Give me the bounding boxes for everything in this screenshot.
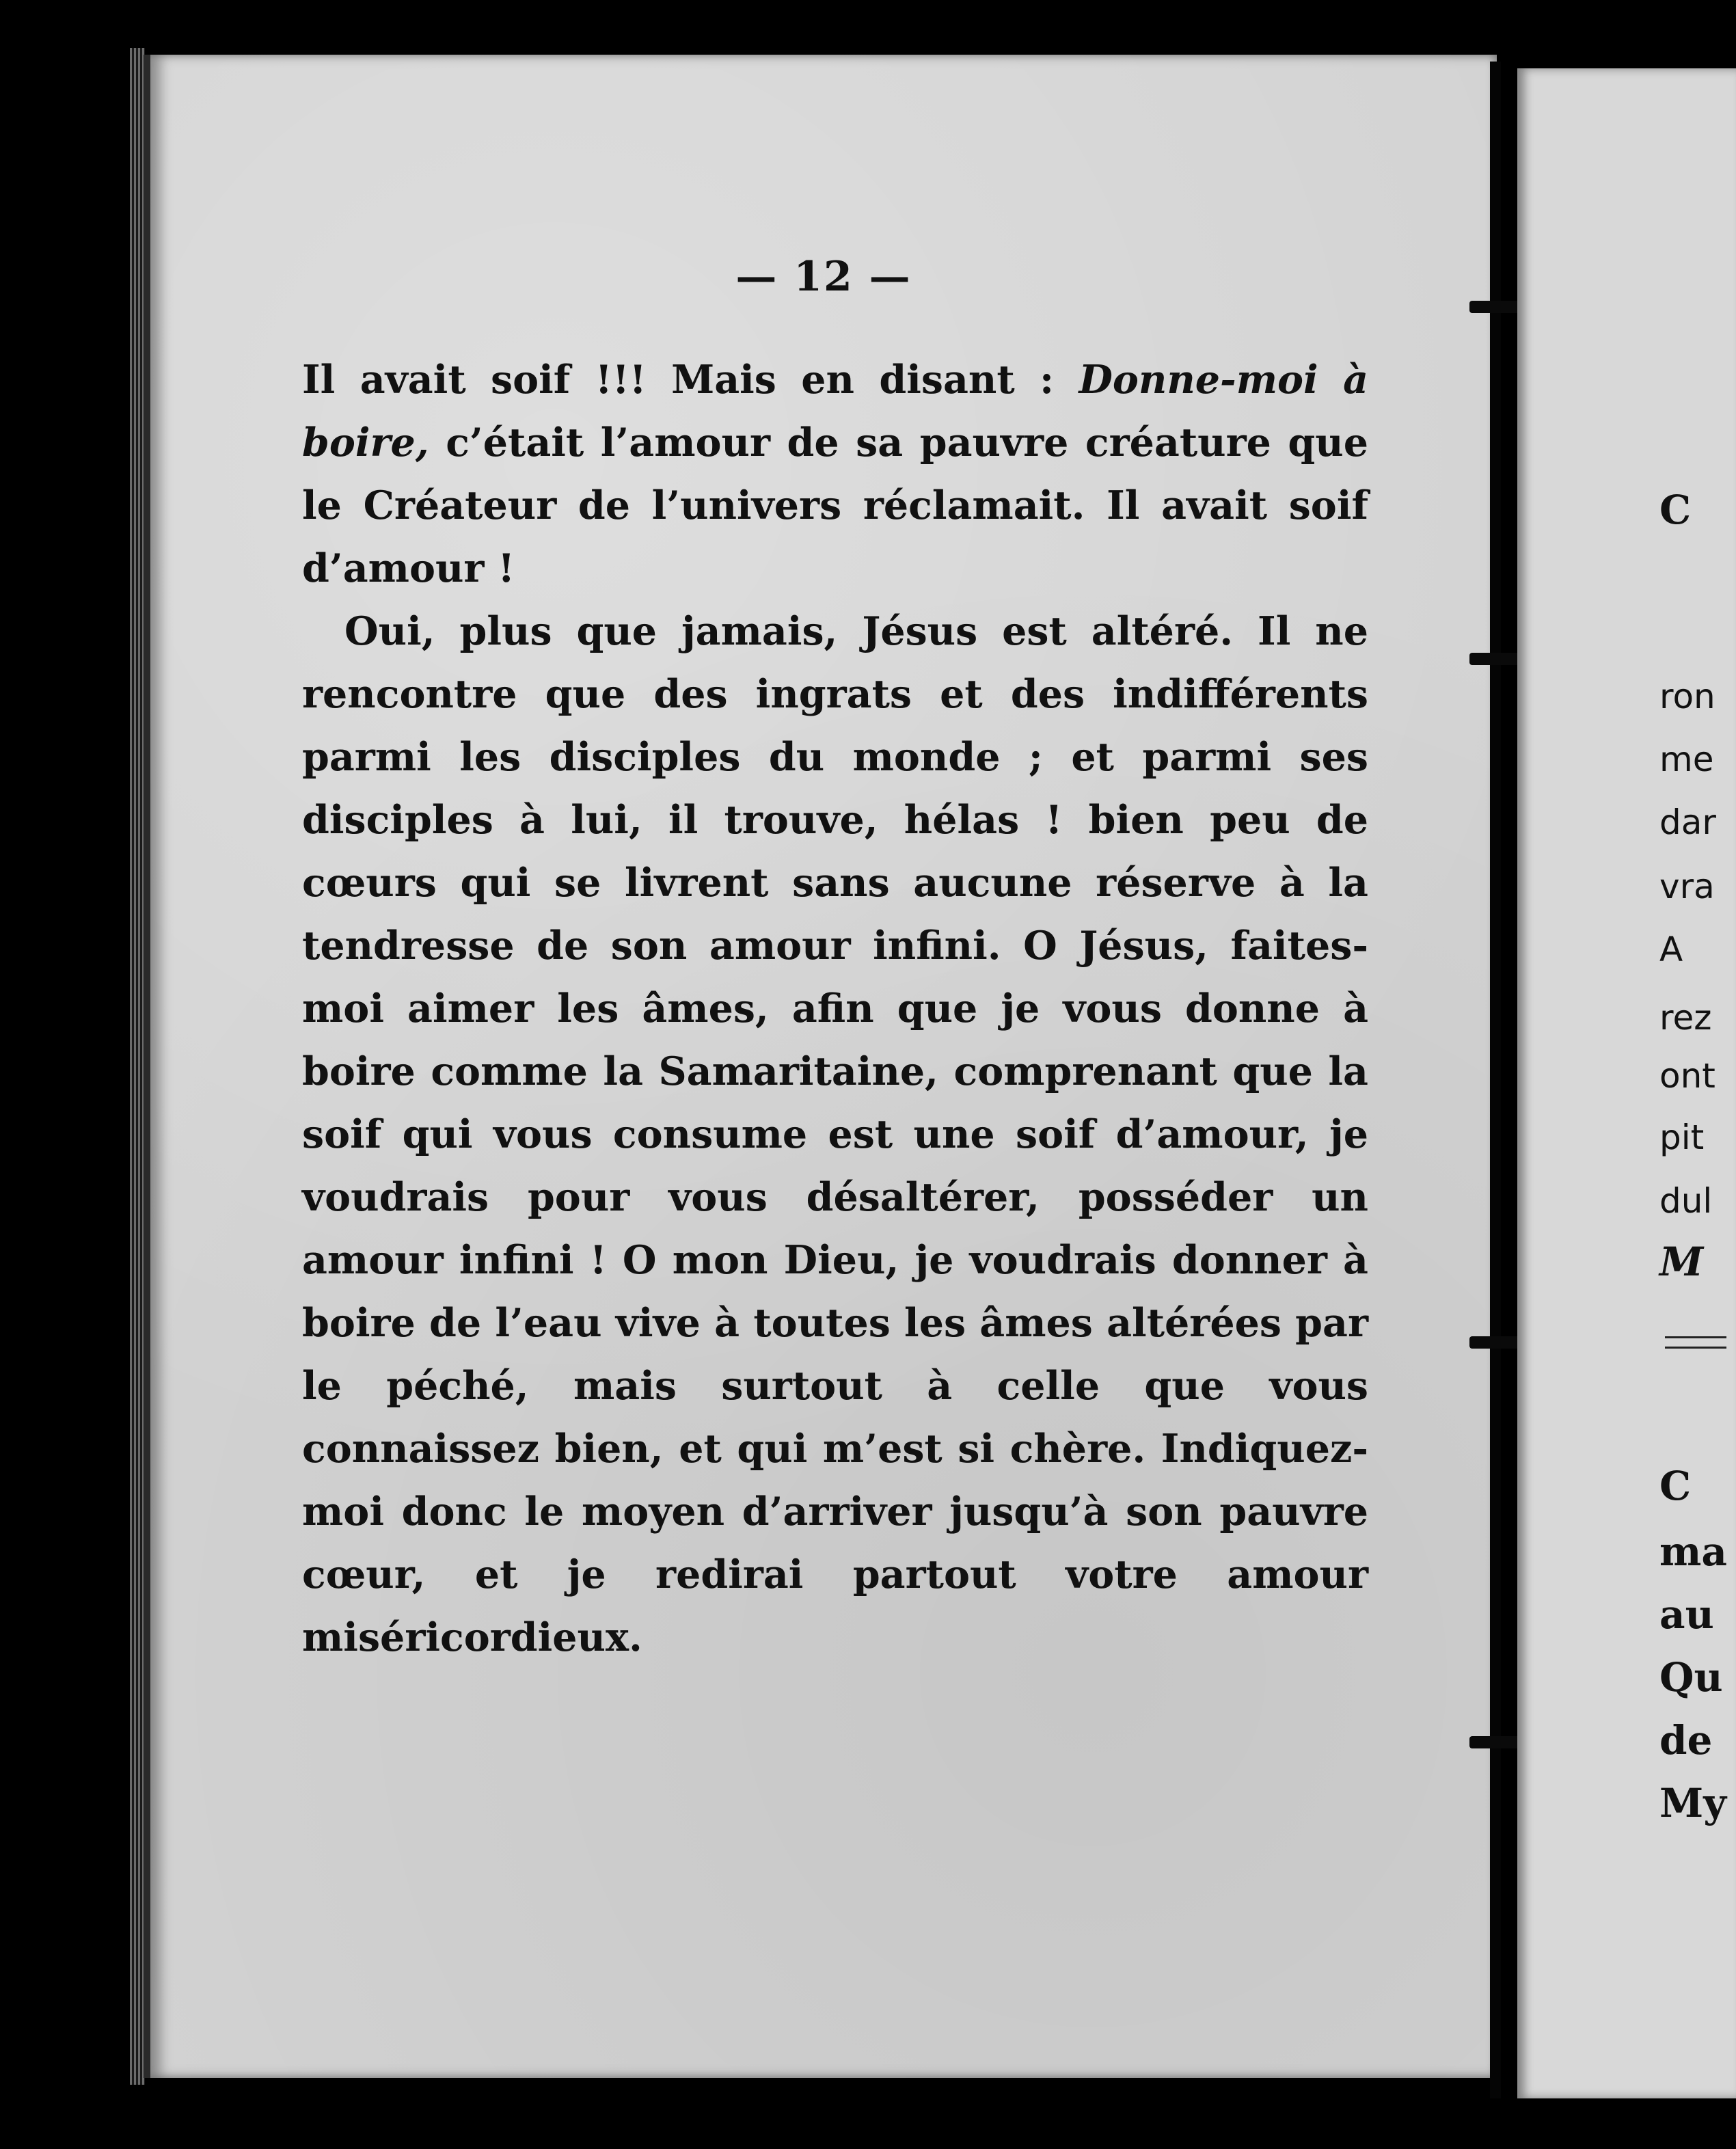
right-fragment: C	[1659, 487, 1692, 533]
paragraph-1-italic-quote: Donne-moi à boire,	[302, 357, 1368, 465]
section-divider	[1665, 1336, 1726, 1349]
right-fragment: Qu	[1659, 1654, 1723, 1701]
right-fragment: vra	[1659, 867, 1715, 906]
binding-stitch	[1469, 1336, 1524, 1349]
binding-stitch	[1469, 301, 1524, 313]
binding-stitch	[1469, 653, 1524, 665]
body-text	[302, 349, 1368, 1669]
left-page	[144, 55, 1497, 2078]
paragraph-1-text-a: Il avait soif !!! Mais en disant :	[302, 357, 1079, 403]
right-fragment: A	[1659, 930, 1683, 969]
page-stack-edge	[130, 48, 145, 2085]
right-fragment: ma	[1659, 1528, 1727, 1575]
paragraph-1-text-b: c’était l’amour de sa pauvre créature que le Créateur de l’univers réclamait. Il avait soif d’amour !	[302, 420, 1368, 591]
right-fragment: me	[1659, 740, 1714, 779]
book-binding	[1490, 62, 1501, 2098]
paragraph-2: Oui, plus que jamais, Jésus est altéré. Il ne rencontre que des ingrats et des indifférents parmi les disciples du monde ; et parmi ses disciples à lui, il trouve, hélas ! bien peu de cœurs qui se livrent sans aucune réserve à la tendresse de son amour infini. O Jésus, faites-moi aimer les âmes, afin que je vous donne à boire comme la Samaritaine, comprenant que la soif qui vous consume est une soif d’amour, je voudrais pour vous désaltérer, posséder un amour infini ! O mon Dieu, je voudrais donner à boire de l’eau vive à toutes les âmes altérées par le péché, mais surtout à celle que vous connaissez bien, et qui m’est si chère. Indiquez-moi donc le moyen d’arriver jusqu’à son pauvre cœur, et je redirai partout votre amour miséricordieux.	[302, 608, 1368, 1660]
right-fragment: My	[1659, 1780, 1726, 1826]
page-number: — 12 —	[735, 253, 912, 301]
binding-stitch	[1469, 1736, 1524, 1748]
right-fragment: dul	[1659, 1181, 1713, 1221]
paragraph-1	[302, 349, 1368, 600]
right-fragment: C	[1659, 1463, 1692, 1509]
right-fragment: de	[1659, 1717, 1713, 1763]
right-fragment: rez	[1659, 998, 1712, 1038]
right-fragment: au	[1659, 1591, 1714, 1638]
right-fragment: dar	[1659, 802, 1716, 842]
right-fragment: ont	[1659, 1056, 1715, 1096]
right-fragment: ron	[1659, 677, 1715, 716]
right-fragment: M	[1659, 1239, 1704, 1285]
right-fragment: pit	[1659, 1118, 1705, 1157]
